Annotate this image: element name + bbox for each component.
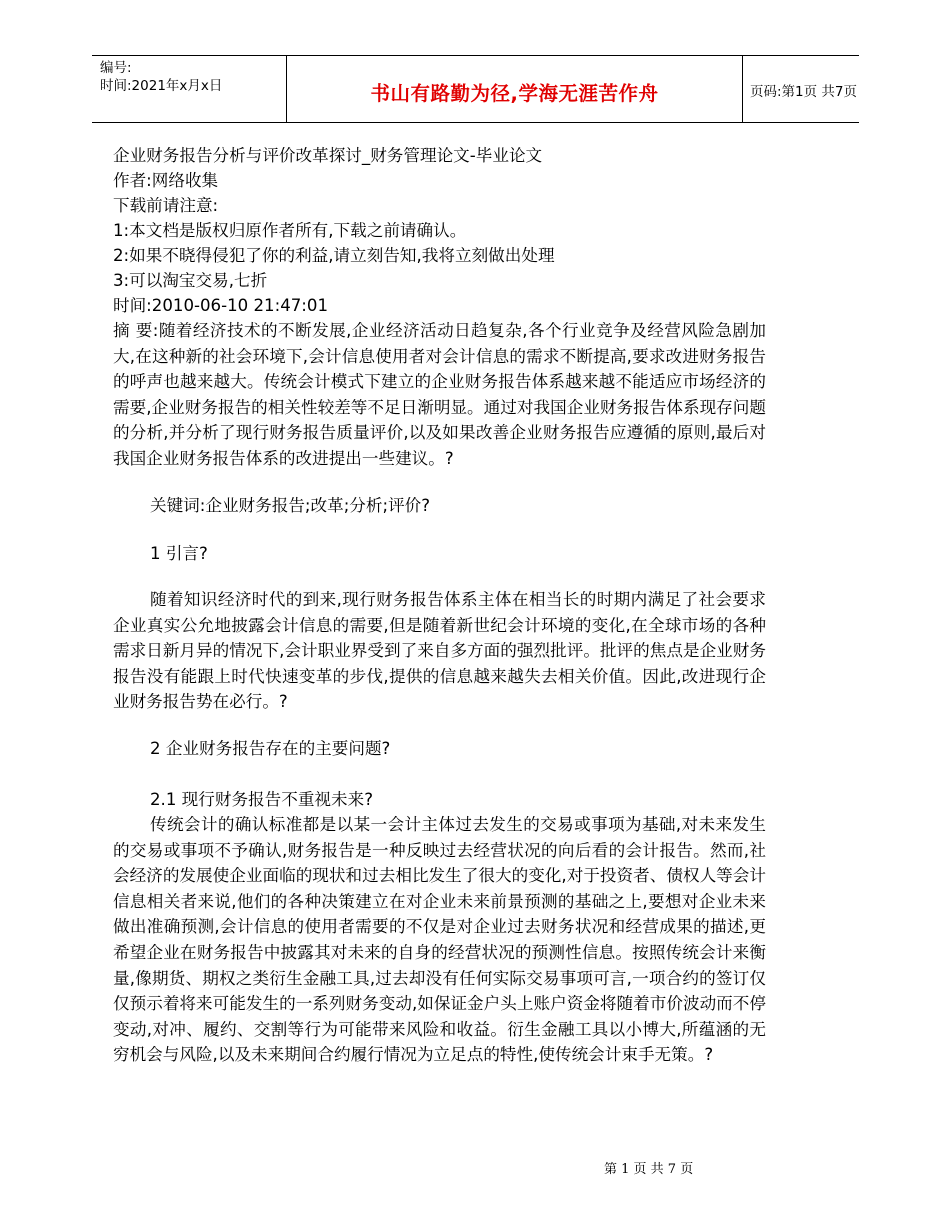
notice-item-1: 1:本文档是版权归原作者所有,下载之前请确认。: [113, 221, 467, 240]
page-info: 页码:第1页 共7页: [750, 84, 858, 100]
header-meta-cell: [92, 56, 286, 122]
keywords-line: 关键词:企业财务报告;改革;分析;评价?: [150, 496, 431, 515]
abstract-paragraph: 摘 要:随着经济技术的不断发展,企业经济活动日趋复杂,各个行业竞争及经营风险急剧加大,在这种新的社会环境下,会计信息使用者对会计信息的需求不断提高,要求改进财务报告的呼声也越来越大。传统会计模式下建立的企业财务报告体系越来越不能适应市场经济的需要,企业财务报告的相关性较差等不足日渐明显。通过对我国企业财务报告体系现存问题的分析,并分析了现行财务报告质量评价,以及如果改善企业财务报告应遵循的原则,最后对我国企业财务报告体系的改进提出一些建议。?: [113, 321, 766, 468]
intro-paragraph: 随着知识经济时代的到来,现行财务报告体系主体在相当长的时期内满足了社会要求企业真实公允地披露会计信息的需要,但是随着新世纪会计环境的变化,在全球市场的各种需求日新月异的情况下,会计职业界受到了来自多方面的强烈批评。批评的焦点是企业财务报告没有能跟上时代快速变革的步伐,提供的信息越来越失去相关价值。因此,改进现行企业财务报告势在必行。?: [113, 590, 766, 712]
motto-text: 书山有路勤为径,学海无涯苦作舟: [370, 82, 659, 105]
subsection-heading-2-1: 2.1 现行财务报告不重视未来?: [150, 790, 374, 809]
article-timestamp: 时间:2010-06-10 21:47:01: [113, 296, 329, 315]
article-title: 企业财务报告分析与评价改革探讨_财务管理论文-毕业论文: [113, 146, 543, 165]
time-label: 时间:2021年x月x日: [100, 78, 223, 94]
notice-item-3: 3:可以淘宝交易,七折: [113, 271, 268, 290]
number-label: 编号:: [100, 60, 132, 76]
page-footer: 第 1 页 共 7 页: [604, 1162, 694, 1177]
notice-item-2: 2:如果不晓得侵犯了你的利益,请立刻告知,我将立刻做出处理: [113, 246, 555, 265]
section-2-1-paragraph: 传统会计的确认标准都是以某一会计主体过去发生的交易或事项为基础,对未来发生的交易或事项不予确认,财务报告是一种反映过去经营状况的向后看的会计报告。然而,社会经济的发展使企业面临的现状和过去相比发生了很大的变化,对于投资者、债权人等会计信息相关者来说,他们的各种决策建立在对企业未来前景预测的基础之上,要想对企业未来做出准确预测,会计信息的使用者需要的不仅是对企业过去财务状况和经营成果的描述,更希望企业在财务报告中披露其对未来的自身的经营状况的预测性信息。按照传统会计来衡量,像期货、期权之类衍生金融工具,过去却没有任何实际交易事项可言,一项合约的签订仅仅预示着将来可能发生的一系列财务变动,如保证金户头上账户资金将随着市价波动而不停变动,对冲、履约、交割等行为可能带来风险和收益。衍生金融工具以小博大,所蕴涵的无穷机会与风险,以及未来期间合约履行情况为立足点的特性,使传统会计束手无策。?: [113, 815, 766, 1065]
section-heading-1: 1 引言?: [150, 544, 208, 563]
article-author: 作者:网络收集: [113, 171, 219, 190]
header-page-cell: [742, 56, 859, 122]
notice-heading: 下载前请注意:: [113, 196, 219, 215]
section-heading-2: 2 企业财务报告存在的主要问题?: [150, 739, 391, 758]
header-motto-cell: [286, 56, 743, 122]
document-header: [92, 55, 859, 123]
